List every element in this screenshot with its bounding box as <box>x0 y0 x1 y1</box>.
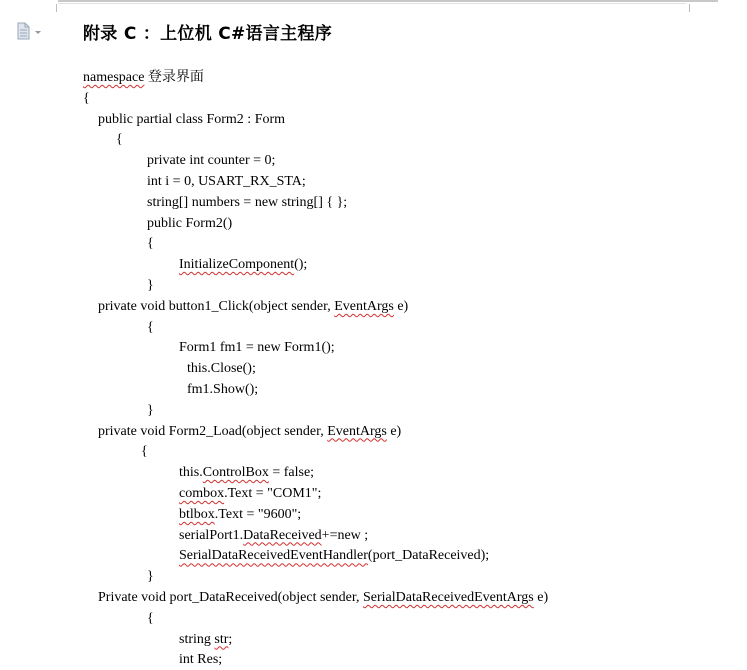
code-text: { <box>147 610 154 626</box>
code-line <box>141 442 148 462</box>
code-line <box>179 484 321 504</box>
appendix-title: 附录 C ：上位机 C#语言主程序 <box>83 24 333 44</box>
code-text: 登录界面 <box>144 70 204 85</box>
code-line <box>179 526 368 546</box>
code-line <box>179 255 307 275</box>
code-line <box>98 422 401 442</box>
code-line <box>179 463 314 483</box>
code-line <box>179 630 232 650</box>
code-line <box>98 588 548 608</box>
code-line <box>179 546 489 566</box>
code-line <box>83 89 90 109</box>
code-text: { <box>116 132 123 148</box>
code-line <box>147 214 232 234</box>
code-text: private void button1_Click(object sender, <box>98 298 335 314</box>
code-text: this. <box>179 465 203 481</box>
code-text: e) <box>393 298 409 314</box>
code-text: } <box>147 569 154 585</box>
code-text: string[] numbers = new string[] { }; <box>147 194 348 210</box>
spellcheck-word: SerialDataReceivedEventArgs <box>362 590 534 605</box>
spellcheck-word: DataReceived <box>243 527 322 543</box>
code-line <box>187 380 258 400</box>
margin-mark-right <box>689 4 690 12</box>
code-text: } <box>147 278 154 293</box>
code-line <box>98 110 285 130</box>
code-text: Form1 fm1 = new Form1(); <box>179 340 335 356</box>
code-text: int Res; <box>179 652 223 668</box>
code-line <box>147 234 154 254</box>
code-text: e) <box>533 590 549 605</box>
code-text: (port_DataReceived); <box>367 548 490 564</box>
code-text: (); <box>294 257 308 273</box>
code-line <box>116 130 123 150</box>
code-line <box>98 297 408 317</box>
spellcheck-word: ControlBox <box>202 465 269 481</box>
code-text: +=new ; <box>321 527 369 543</box>
spellcheck-word: str <box>214 631 229 647</box>
code-line <box>147 401 154 421</box>
spellcheck-word: SerialDataReceivedEventHandler <box>179 548 368 564</box>
code-line <box>147 151 275 171</box>
code-line <box>147 567 154 587</box>
page-top-border-inner <box>58 3 686 4</box>
code-text: serialPort1. <box>179 527 244 543</box>
code-line <box>147 609 154 629</box>
code-line <box>147 318 154 338</box>
code-line <box>147 276 154 296</box>
spellcheck-word: InitializeComponent <box>179 257 295 273</box>
code-text: .Text = "COM1"; <box>224 486 322 501</box>
code-text: ; <box>228 631 233 647</box>
code-text: Private void port_DataReceived(object sender, <box>98 590 363 605</box>
spellcheck-word: EventArgs <box>327 423 387 439</box>
code-line <box>147 193 347 213</box>
code-text: fm1.Show(); <box>187 382 259 397</box>
code-text: private void Form2_Load(object sender, <box>98 423 328 439</box>
code-line <box>83 68 204 88</box>
code-text: private int counter = 0; <box>147 153 276 169</box>
spellcheck-word: EventArgs <box>334 298 394 314</box>
code-line <box>147 172 306 192</box>
code-text: this.Close(); <box>187 361 256 377</box>
code-text: } <box>147 402 154 418</box>
code-text: string <box>179 631 215 647</box>
code-text: { <box>147 236 154 252</box>
code-text: e) <box>386 423 402 439</box>
code-text: { <box>83 90 90 106</box>
code-line <box>179 338 335 358</box>
spellcheck-word: combox <box>179 486 225 501</box>
code-line <box>179 505 301 525</box>
code-text: { <box>147 319 154 335</box>
spellcheck-word: namespace <box>83 70 145 85</box>
code-line <box>187 359 256 379</box>
code-text: public partial class Form2 : Form <box>98 111 286 127</box>
document-options-icon[interactable] <box>16 22 50 40</box>
spellcheck-word: btlbox <box>179 506 215 522</box>
code-text: = false; <box>268 465 315 481</box>
code-text: public Form2() <box>147 215 233 231</box>
code-line <box>179 650 222 670</box>
margin-mark-left <box>56 4 57 12</box>
code-text: .Text = "9600"; <box>214 506 302 522</box>
code-text: { <box>141 444 148 460</box>
code-text: int i = 0, USART_RX_STA; <box>147 174 306 189</box>
page-top-border <box>58 0 718 2</box>
